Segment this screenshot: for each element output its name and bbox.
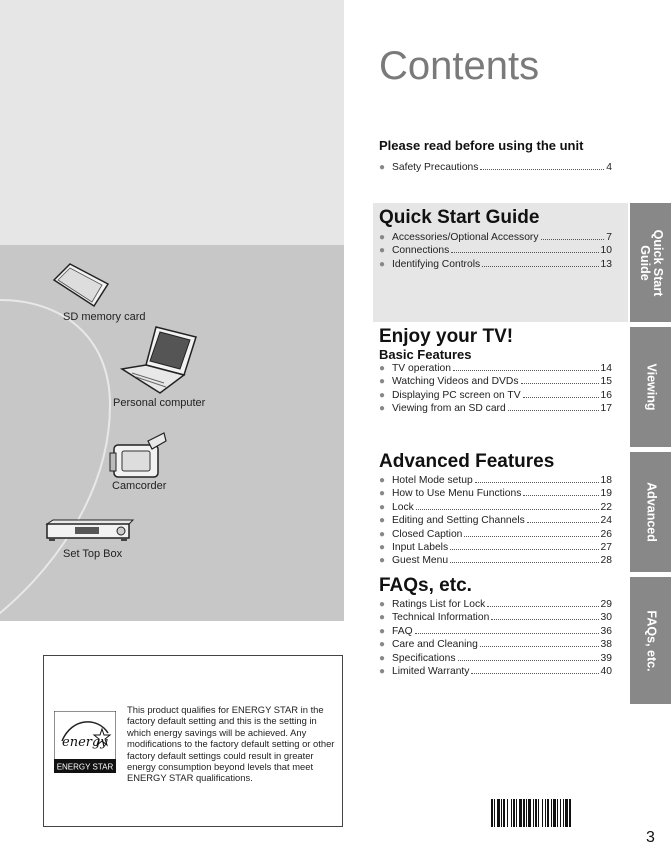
bullet-icon: ● — [379, 625, 386, 637]
toc-entry-page: 30 — [600, 612, 612, 624]
toc-entry[interactable] — [379, 666, 612, 679]
toc-entry-page: 16 — [600, 389, 612, 401]
advanced-heading: Advanced Features — [379, 451, 555, 472]
bullet-icon: ● — [379, 612, 386, 624]
toc-entry[interactable] — [379, 259, 612, 272]
dot-leader — [523, 495, 598, 496]
toc-entry[interactable] — [379, 626, 612, 639]
camcorder-device — [108, 431, 168, 481]
dot-leader — [480, 646, 599, 647]
toc-entry-page: 14 — [600, 363, 612, 374]
tab-advanced-label: Advanced — [644, 482, 658, 542]
dot-leader — [487, 606, 598, 607]
tab-viewing[interactable] — [630, 327, 671, 447]
toc-entry-page: 13 — [600, 258, 612, 270]
toc-entry[interactable] — [379, 542, 612, 555]
toc-entry[interactable] — [379, 245, 612, 258]
camcorder-label: Camcorder — [112, 480, 167, 492]
bullet-icon: ● — [379, 599, 386, 610]
dot-leader — [453, 370, 599, 371]
toc-entry-page: 29 — [600, 599, 612, 610]
toc-entry-label: Lock — [392, 501, 414, 513]
pc-label: Personal computer — [113, 397, 206, 409]
toc-entry-label: Hotel Mode setup — [392, 475, 473, 486]
dot-leader — [416, 509, 599, 510]
toc-entry-label: Connections — [392, 245, 450, 257]
toc-entry-page: 22 — [600, 501, 612, 513]
toc-entry-label: Viewing from an SD card — [392, 403, 506, 415]
dot-leader — [482, 266, 598, 267]
energy-star-logo — [54, 711, 116, 773]
toc-entry-label: Accessories/Optional Accessory — [392, 232, 539, 243]
enjoy-heading: Enjoy your TV! — [379, 326, 514, 347]
toc-entry-label: Ratings List for Lock — [392, 599, 486, 610]
dot-leader — [523, 397, 599, 398]
bullet-icon: ● — [379, 403, 386, 415]
toc-entry-label: Displaying PC screen on TV — [392, 389, 521, 401]
toc-entry-page: 26 — [600, 528, 612, 540]
toc-entry-label: How to Use Menu Functions — [392, 488, 522, 500]
toc-entry-page: 4 — [606, 162, 612, 173]
bullet-icon: ● — [379, 501, 386, 513]
toc-entry-label: Technical Information — [392, 612, 490, 624]
basic-features-list — [379, 363, 612, 417]
toc-entry-page: 27 — [600, 541, 612, 553]
set-top-box-icon — [45, 518, 135, 546]
toc-entry-page: 36 — [600, 625, 612, 637]
dot-leader — [458, 660, 599, 661]
toc-entry[interactable] — [379, 599, 612, 612]
tab-advanced[interactable] — [630, 452, 671, 572]
sd-card-icon — [50, 262, 110, 310]
toc-entry[interactable] — [379, 475, 612, 488]
dot-leader — [450, 549, 598, 550]
toc-entry-page: 40 — [600, 665, 612, 677]
dot-leader — [508, 410, 599, 411]
bullet-icon: ● — [379, 389, 386, 401]
toc-entry[interactable] — [379, 515, 612, 528]
toc-entry[interactable] — [379, 529, 612, 542]
toc-entry-label: Limited Warranty — [392, 665, 470, 677]
toc-entry-label: Guest Menu — [392, 555, 449, 567]
bullet-icon: ● — [379, 162, 386, 173]
toc-entry-page: 24 — [600, 515, 612, 527]
toc-entry-label: Closed Caption — [392, 528, 463, 540]
bullet-icon: ● — [379, 665, 386, 677]
toc-entry[interactable] — [379, 162, 612, 175]
toc-entry[interactable] — [379, 403, 612, 416]
toc-entry-page: 38 — [600, 639, 612, 651]
quick-start-heading: Quick Start Guide — [379, 207, 540, 228]
bullet-icon: ● — [379, 639, 386, 651]
bullet-icon: ● — [379, 488, 386, 500]
toc-entry[interactable] — [379, 502, 612, 515]
toc-entry-label: FAQ — [392, 625, 413, 637]
faqs-heading: FAQs, etc. — [379, 575, 472, 596]
bullet-icon: ● — [379, 245, 386, 257]
set-top-box-device — [45, 518, 135, 546]
toc-entry-page: 28 — [600, 555, 612, 567]
bullet-icon: ● — [379, 232, 386, 243]
toc-entry-page: 17 — [600, 403, 612, 415]
bullet-icon: ● — [379, 258, 386, 270]
dot-leader — [475, 482, 599, 483]
dot-leader — [541, 239, 605, 240]
faqs-list — [379, 599, 612, 679]
tab-faqs-label: FAQs, etc. — [644, 609, 658, 672]
dot-leader — [471, 673, 598, 674]
laptop-icon — [118, 323, 198, 395]
energy-star-notice — [43, 655, 343, 827]
dot-leader — [527, 522, 599, 523]
toc-entry-page: 10 — [600, 245, 612, 257]
sd-card-label: SD memory card — [63, 311, 146, 323]
toc-entry-page: 39 — [600, 652, 612, 664]
barcode — [491, 799, 607, 827]
bullet-icon: ● — [379, 363, 386, 374]
dot-leader — [415, 633, 599, 634]
dot-leader — [450, 562, 598, 563]
dot-leader — [464, 536, 598, 537]
camcorder-icon — [108, 431, 168, 481]
toc-entry[interactable] — [379, 612, 612, 625]
dot-leader — [491, 619, 598, 620]
toc-entry-label: Editing and Setting Channels — [392, 515, 525, 527]
bullet-icon: ● — [379, 555, 386, 567]
toc-entry-label: Watching Videos and DVDs — [392, 376, 519, 388]
toc-entry-label: Care and Cleaning — [392, 639, 478, 651]
toc-entry[interactable] — [379, 639, 612, 652]
svg-text:energy: energy — [62, 735, 108, 750]
tab-viewing-label: Viewing — [644, 363, 658, 411]
bullet-icon: ● — [379, 376, 386, 388]
toc-entry-page: 7 — [606, 232, 612, 243]
toc-entry[interactable] — [379, 363, 612, 376]
toc-entry-page: 15 — [600, 376, 612, 388]
toc-entry-label: TV operation — [392, 363, 451, 374]
laptop-device — [118, 323, 198, 395]
left-top-panel — [0, 0, 344, 245]
quick-start-list — [379, 232, 612, 272]
set-top-box-label: Set Top Box — [63, 548, 123, 560]
toc-entry-page: 18 — [600, 475, 612, 486]
bullet-icon: ● — [379, 475, 386, 486]
toc-entry[interactable] — [379, 376, 612, 389]
please-read-list — [379, 162, 612, 175]
please-read-heading: Please read before using the unit — [379, 138, 584, 153]
toc-entry[interactable] — [379, 232, 612, 245]
toc-entry[interactable] — [379, 488, 612, 501]
energy-star-text: This product qualifies for ENERGY STAR in the factory default setting and this is the setting in which energy savings will be achieved. Any modifications to the factory default setting or other factory default settings could result in greater energy consumption beyond levels that meet ENERGY STAR qualifications. — [127, 704, 335, 784]
dot-leader — [521, 383, 599, 384]
advanced-list — [379, 475, 612, 569]
bullet-icon: ● — [379, 515, 386, 527]
svg-text:ENERGY STAR: ENERGY STAR — [56, 762, 114, 772]
toc-entry-label: Specifications — [392, 652, 456, 664]
dot-leader — [451, 252, 598, 253]
tab-quick-start-label: Quick Start Guide — [637, 229, 665, 296]
toc-entry-label: Identifying Controls — [392, 258, 481, 270]
dot-leader — [480, 169, 604, 170]
toc-entry[interactable] — [379, 653, 612, 666]
toc-entry-page: 19 — [600, 488, 612, 500]
bullet-icon: ● — [379, 528, 386, 540]
toc-entry-label: Input Labels — [392, 541, 449, 553]
page-title: Contents — [379, 44, 540, 88]
toc-entry[interactable] — [379, 555, 612, 568]
bullet-icon: ● — [379, 652, 386, 664]
tab-faqs[interactable] — [630, 577, 671, 704]
page-number: 3 — [646, 829, 655, 846]
basic-features-subheading: Basic Features — [379, 347, 472, 362]
tab-quick-start[interactable] — [630, 203, 671, 322]
toc-entry-label: Safety Precautions — [392, 162, 479, 173]
bullet-icon: ● — [379, 541, 386, 553]
toc-entry[interactable] — [379, 390, 612, 403]
sd-card-device — [50, 262, 110, 310]
